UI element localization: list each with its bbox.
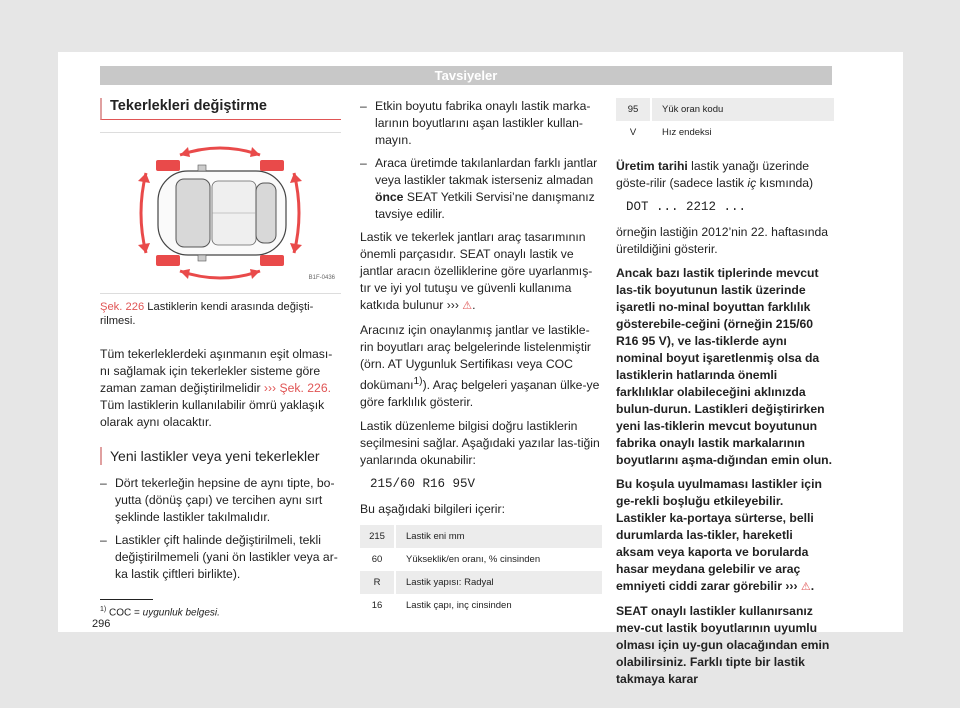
figure-code: B1F-0436 [308,275,335,281]
column-left [100,98,341,589]
paragraph [616,158,834,192]
tire-code-example: 215/60 R16 95V [370,477,476,492]
figure-link[interactable]: ››› Şek. 226. [263,381,331,395]
list-item: – Lastikler çift halinde değiştirilmeli, tekli değiştirilmemeli (yani ön lastikler veya ar-ka lastik çiftleri birlikte). [100,533,338,581]
tire-code-table-continued [616,98,834,144]
page-number: 296 [92,618,111,630]
footnote-marker: 1) [413,376,423,387]
table-row [360,571,602,594]
code-value: Lastik eni mm [395,525,602,548]
warning-paragraph [616,603,834,688]
paragraph: Lastik düzenleme bilgisi doğru lastiklerin seçilmesini sağlar. Aşağıdaki yazılar las-tiğin yanlarında okunabilir: [360,419,600,468]
paragraph [360,322,602,411]
paragraph: Bu aşağıdaki bilgileri içerir: [360,502,505,517]
code-key: 16 [371,600,383,612]
paragraph-text-end: ). Araç belgeleri yaşanan ülke-ye göre farklılık gösterir. [360,378,600,410]
tire-code-table [360,525,602,617]
list-item: – Etkin boyutu fabrika onaylı lastik marka-larının boyutlarını aşan lastikler kullan-mayın. [360,99,591,147]
code-key: 95 [616,98,651,121]
code-key: 60 [371,554,383,566]
emphasis-text: önce [375,190,404,204]
footnote [100,606,220,618]
intro-text: Tüm tekerleklerdeki aşınmanın eşit olması-nı sağlamak için tekerlekler sisteme göre zaman zaman değiştirilmelidir [100,347,333,395]
italic-text: iç [747,176,757,190]
code-value: Lastik çapı, inç cinsinden [395,594,602,617]
dot-code-example: DOT ... 2212 ... [626,200,747,214]
paragraph: örneğin lastiğin 2012’nin 22. haftasında üretildiğini gösterir. [616,225,829,256]
footnote-italic: uygunluk belgesi. [142,607,220,619]
paragraph-text: Lastik ve tekerlek jantları araç tasarımının önemli parçasıdır. SEAT onaylı lastik ve jantlar aracın özelliklerine göre uyarlanmış-tır ve iyi yol tutuşu ve güvenli kullanıma katkıda bulunur ››› [360,230,593,312]
figure-ref[interactable]: Şek. 226 [100,301,145,313]
code-key: R [360,571,395,594]
warning-icon[interactable]: ⚠ [800,581,811,593]
table-row [360,594,602,617]
list-item-text: Lastikler çift halinde değiştirilmeli, tekli değiştirilmemeli (yani ön lastikler veya ar-ka lastik çiftleri birlikte). [115,533,338,581]
code-key: 215 [360,525,395,548]
intro-paragraph [100,346,341,431]
bold-text: SEAT onaylı lastikler kullanırsanız mev-cut lastik boyutlarının uyumlu olması için uy-gun olacağından emin olabilirsiniz. Farklı tipte bir lastik takmaya karar [616,604,830,686]
figure-tire-rotation [100,132,341,294]
code-value: Hız endeksi [651,121,834,144]
bold-text: Ancak bazı lastik tiplerinde mevcut las-tik boyutunun lastik üzerinde işaretli no-minal boyuttan farklılık gösterebile-ceğini (örneğin 215/60 R16 95 V), ve las-tiklerde aynı nominal boyut işaretlenmiş olsa da lastiklerin hatlarında önemli farklılıklar olabileceğini aklınızda bulun-durun. Lastikleri değiştirirken yeni las-tiklerin mevcut boyutunun fabrika onaylı lastik markalarının boyutlarını aşma-dığından emin olun. [616,266,833,467]
code-value: Yükseklik/en oranı, % cinsinden [395,548,602,571]
paragraph-text: lastik yanağı üzerinde göste-rilir (sadece lastik [616,159,810,190]
paragraph-text: Aracınız için onaylanmış jantlar ve lastikle-rin boyutları araç belgelerinde listelenmiştir (örn. AT Uygunluk Sertifikası veya COC dokümanı [360,323,591,393]
list-item-text: Araca üretimde takılanlardan farklı jantlar veya lastikler takmak isterseniz almadan [375,156,598,187]
column-right [616,98,834,695]
warning-paragraph: Bu koşula uyulmaması lastikler için ge-rekli boşluğu etkileyebilir. Lastikler ka-portaya sürterse, belli durumlarda las-tikler, hareketli aksam veya kaporta ve borularda hasar meydana gelebilir ve araç emniyeti ciddi zarar görebilir ››› ⚠. [616,477,822,593]
bold-text: Bu koşula uyulmaması lastikler için ge-rekli boşluğu etkileyebilir. Lastikler ka-portaya sürterse, belli durumlarda las-tikler, hareketli aksam veya kaporta ve borularda hasar meydana gelebilir ve araç emniyeti ciddi zarar görebilir ››› [616,477,822,593]
table-row [616,121,834,144]
column-middle [360,98,602,617]
table-row [616,98,834,121]
table-row [360,548,602,571]
table-row [360,525,602,548]
caption-text: Lastiklerin kendi arasında değişti-rilmesi. [100,301,314,327]
code-value: Lastik yapısı: Radyal [395,571,602,594]
code-value: Yük oran kodu [651,98,834,121]
subsection-title: Yeni lastikler veya yeni tekerlekler [100,447,341,465]
code-key: V [629,127,637,138]
car-tire-rotation-diagram [100,133,341,293]
warning-icon[interactable]: ⚠ [462,300,473,312]
figure-caption [100,300,341,328]
list-item: – Dört tekerleğin hepsine de aynı tipte, bo-yutta (dönüş çapı) ve tercihen aynı sırt şeklinde lastikler takılmalıdır. [100,476,335,524]
emphasis-text: Üretim tarihi [616,159,688,173]
intro-text-end: Tüm lastiklerin kullanılabilir ömrü yaklaşık olarak aynı olacaktır. [100,398,325,429]
paragraph: Lastik ve tekerlek jantları araç tasarımının önemli parçasıdır. SEAT onaylı lastik ve jantlar aracın özelliklerine göre uyarlanmış-tır ve iyi yol tutuşu ve güvenli kullanıma katkıda bulunur ››› ⚠. [360,230,593,312]
footnote-marker: 1) [100,606,107,613]
warning-paragraph [616,265,834,469]
footnote-text: COC = [106,607,143,619]
list-item-text: Dört tekerleğin hepsine de aynı tipte, bo-yutta (dönüş çapı) ve tercihen aynı sırt şeklinde lastikler takılmalıdır. [115,476,335,524]
paragraph-text-end: kısmında) [756,176,814,190]
list-item: – Araca üretimde takılanlardan farklı jantlar veya lastikler takmak isterseniz almadan önce SEAT Yetkili Servisi’ne danışmanız tavsiye edilir. [360,156,598,221]
list-item-text-end: SEAT Yetkili Servisi’ne danışmanız tavsiye edilir. [375,190,595,221]
page-header: Tavsiyeler [100,66,832,85]
section-title: Tekerlekleri değiştirme [100,98,341,120]
footnote-divider [100,599,153,600]
list-item-text: Etkin boyutu fabrika onaylı lastik marka-larının boyutlarını aşan lastikler kullan-mayın. [375,99,591,147]
